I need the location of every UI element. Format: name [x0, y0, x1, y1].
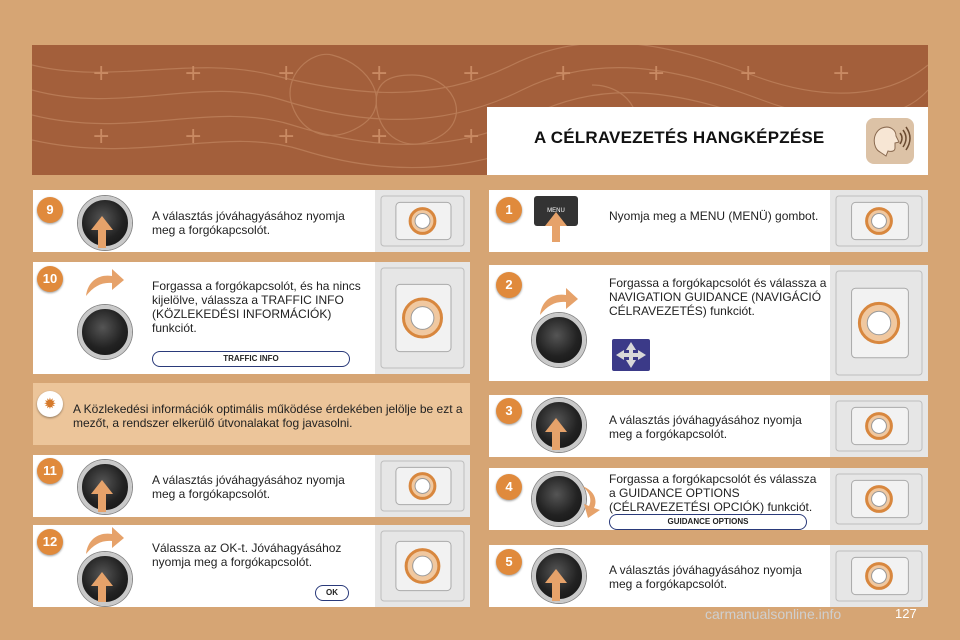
svg-text:+: + — [277, 61, 296, 86]
page-title: A CÉLRAVEZETÉS HANGKÉPZÉSE — [534, 128, 825, 147]
svg-text:+: + — [184, 124, 203, 149]
svg-text:+: + — [462, 61, 481, 86]
rotate-arrow-icon — [82, 266, 126, 298]
step-4-text: Forgassa a forgókapcsolót és válassza a GUIDANCE OPTIONS (CÉLRAVEZETÉSI OPCIÓK) funkciót. — [609, 472, 817, 514]
step-12-text: Válassza az OK-t. Jóváhagyásához nyomja meg a forgókapcsolót. — [152, 541, 342, 569]
svg-text:+: + — [92, 124, 111, 149]
radio-panel-image — [375, 190, 470, 252]
press-arrow-icon — [552, 430, 560, 450]
sun-icon: ✹ — [37, 391, 63, 417]
info-text: A Közlekedési információk optimális működése érdekében jelölje be ezt a mezőt, a rendszer elkerülő útvonalakat fog javasolni. — [73, 402, 463, 430]
press-arrow-icon — [98, 492, 106, 512]
page-number: 127 — [895, 606, 917, 621]
step-number-badge: 9 — [37, 197, 63, 223]
menu-button-icon: MENU — [534, 196, 578, 226]
step-10-text: Forgassa a forgókapcsolót, és ha nincs kijelölve, válassza a TRAFFIC INFO (KÖZLEKEDÉSI INFORMÁCIÓK) funkciót. — [152, 279, 361, 335]
step-number-badge: 2 — [496, 272, 522, 298]
ok-option: OK — [315, 585, 349, 601]
radio-panel-image — [375, 262, 470, 374]
voice-guidance-icon — [866, 118, 914, 164]
press-arrow-icon — [98, 584, 106, 602]
press-arrow-head-icon — [91, 572, 113, 586]
press-arrow-head-icon — [545, 212, 567, 226]
rotary-knob-icon — [78, 305, 132, 359]
svg-text:+: + — [647, 61, 666, 86]
navigation-icon — [612, 339, 650, 371]
step-number-badge: 5 — [496, 549, 522, 575]
watermark: carmanualsonline.info — [705, 606, 842, 622]
svg-text:+: + — [277, 124, 296, 149]
radio-panel-image — [375, 525, 470, 607]
step-number-badge: 12 — [37, 529, 63, 555]
svg-text:+: + — [462, 124, 481, 149]
step-number-badge: 4 — [496, 474, 522, 500]
svg-text:+: + — [370, 61, 389, 86]
step-number-badge: 11 — [37, 458, 63, 484]
press-arrow-icon — [552, 224, 560, 242]
guidance-options-option: GUIDANCE OPTIONS — [609, 514, 807, 530]
step-number-badge: 3 — [496, 398, 522, 424]
svg-text:+: + — [370, 124, 389, 149]
press-arrow-head-icon — [91, 216, 113, 230]
rotary-knob-icon — [532, 313, 586, 367]
step-number-badge: 1 — [496, 197, 522, 223]
radio-panel-image — [830, 395, 928, 457]
rotate-arrow-icon — [578, 484, 604, 520]
svg-text:+: + — [184, 61, 203, 86]
press-arrow-head-icon — [91, 480, 113, 494]
step-3-text: A választás jóváhagyásához nyomja meg a forgókapcsolót. — [609, 413, 802, 441]
press-arrow-icon — [98, 228, 106, 248]
svg-text:+: + — [554, 61, 573, 86]
step-number-badge: 10 — [37, 266, 63, 292]
traffic-info-option: TRAFFIC INFO — [152, 351, 350, 367]
step-5-text: A választás jóváhagyásához nyomja meg a forgókapcsolót. — [609, 563, 802, 591]
press-arrow-icon — [552, 581, 560, 601]
radio-panel-image — [830, 190, 928, 252]
step-11-text: A választás jóváhagyásához nyomja meg a forgókapcsolót. — [152, 473, 345, 501]
radio-panel-image — [830, 468, 928, 530]
radio-panel-image — [830, 545, 928, 607]
step-9-text: A választás jóváhagyásához nyomja meg a forgókapcsolót. — [152, 209, 345, 237]
press-arrow-head-icon — [545, 418, 567, 432]
svg-text:+: + — [739, 61, 758, 86]
svg-text:+: + — [92, 61, 111, 86]
step-1-text: Nyomja meg a MENU (MENÜ) gombot. — [609, 209, 819, 223]
svg-text:+: + — [832, 61, 851, 86]
step-2-text: Forgassa a forgókapcsolót és válassza a NAVIGATION GUIDANCE (NAVIGÁCIÓ CÉLRAVEZETÉS) funkciót. — [609, 276, 827, 318]
press-arrow-head-icon — [545, 569, 567, 583]
radio-panel-image — [830, 265, 928, 381]
radio-panel-image — [375, 455, 470, 517]
